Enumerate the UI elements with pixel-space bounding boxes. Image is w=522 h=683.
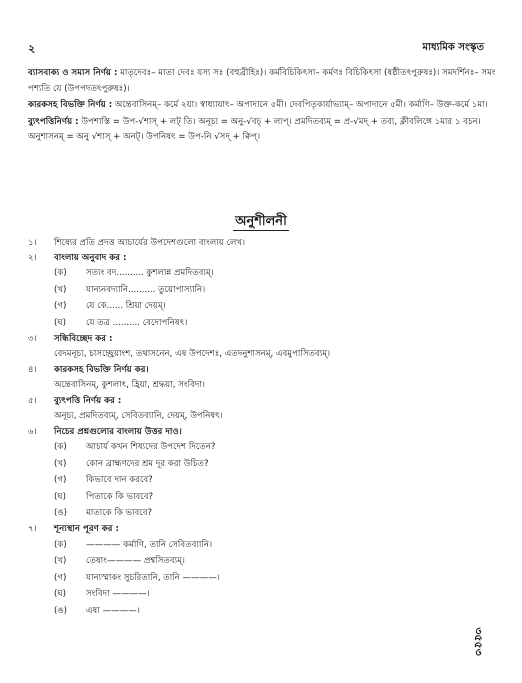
intro-paragraph — [28, 98, 496, 114]
sub-question-text: সংবিদা ————। — [86, 589, 150, 600]
sub-question-text: ———— কর্মাণি, তানি সেবিতব্যানি। — [86, 539, 213, 550]
sub-question — [28, 298, 496, 315]
sub-question — [28, 586, 496, 603]
question-row — [28, 235, 496, 250]
intro-text: উপশাস্তি = উপ-√শাস্ + লট্ তি। অনূচ্য = অনু-√বচ্ + ল্যপ্। প্রমদিতব্যম্ = প্র-√মদ্ + তব্য, ক্লীবলিঙ্গে ১মার ১ বচন। অনুশাসনম্ = অনু √শাস্ + অনট্। উপনিষৎ = উপ-নি √সদ্ + ক্বিপ্। — [28, 116, 481, 143]
section-title — [0, 212, 522, 233]
sub-question-label: (ঘ) — [54, 317, 67, 328]
sub-question-text: কিভাবে দান করবে? — [86, 475, 153, 486]
sub-question-label: (ঘ) — [54, 589, 67, 600]
sub-question — [28, 553, 496, 570]
question-number: ২। — [28, 252, 37, 263]
sub-question-label: (ঙ) — [54, 605, 68, 616]
question-list — [28, 235, 496, 619]
question-number: ৭। — [28, 524, 37, 534]
question-prompt: অন্তেবাসিনম্, কুশলাৎ, হ্রিয়া, শ্রদ্ধয়া, সংবিদা। — [54, 380, 205, 390]
sub-question-label: (খ) — [54, 284, 67, 295]
sub-question — [28, 282, 496, 299]
question-item — [28, 235, 496, 250]
intro-lead: ব্যাসবাক্য ও সমাস নির্ণয় : — [28, 68, 118, 78]
sub-question-text: তেষাং———— প্রশ্বসিতব্যম্। — [86, 556, 185, 567]
sub-question-text: যে তত্র .......... বেদোপনিষৎ। — [86, 317, 188, 328]
sub-question — [28, 489, 496, 506]
question-item — [28, 522, 496, 620]
question-row — [28, 362, 496, 377]
sub-question-label: (গ) — [54, 572, 67, 583]
intro-notes — [28, 66, 496, 147]
question-text: কারকসহ বিভক্তি নির্ণয় কর। — [54, 364, 149, 375]
header-book-title: মাধ্যমিক সংস্কৃত — [422, 42, 484, 53]
question-prompt: বেদমনূচ্য, চাসচ্ছ্রেয়াংশ, তথাসনেন, এষ উপদেশঃ, এতদনুশাসনম্, এবমুপাসিতব্যম্। — [54, 349, 331, 359]
sub-question — [28, 505, 496, 522]
sub-question-label: (ঙ) — [54, 508, 68, 519]
sub-question — [28, 265, 496, 282]
sub-question — [28, 570, 496, 587]
question-row — [28, 424, 496, 439]
sub-question-text: আচার্য কখন শিষ্যদের উপদেশ দিতেন? — [86, 442, 216, 453]
question-item — [28, 362, 496, 393]
sub-question-text: যে কে...... শ্রিয়া দেয়ম্। — [86, 301, 166, 312]
sub-question-text: কোন ব্রাহ্মণদের শ্রম দূর করা উচিত? — [86, 458, 209, 469]
question-text: সন্ধিবিচ্ছেদ কর : — [54, 333, 113, 344]
question-number: ৩। — [28, 333, 37, 344]
sub-question-label: (ক) — [54, 268, 67, 279]
sub-question — [28, 603, 496, 620]
question-number: ১। — [28, 237, 37, 248]
header-page-number: ২ — [28, 42, 36, 55]
intro-lead: কারকসহ বিভক্তি নির্ণয় : — [28, 100, 113, 111]
question-text: বাংলায় অনুবাদ কর : — [54, 252, 127, 263]
question-item — [28, 393, 496, 424]
question-row — [28, 393, 496, 408]
sub-question-text: পিতাকে কি ভাববে? — [86, 491, 154, 502]
question-prompt: অনূচ্য, প্রমদিতব্যম্, সেবিতব্যানি, দেয়ম্, উপনিষৎ। — [54, 411, 223, 421]
sub-question-text: সত্যং বদ.......... কুশলান্ন প্রমদিতব্যম্। — [86, 268, 214, 279]
sub-question-text: এষা ————। — [86, 605, 140, 616]
question-text: ব্যুৎপত্তি নির্ণয় কর : — [54, 395, 122, 406]
question-text: শিষ্যের প্রতি প্রদত্ত আচার্যের উপদেশগুলো বাংলায় লেখ। — [54, 237, 246, 248]
sub-question — [28, 472, 496, 489]
sub-question-label: (ক) — [54, 442, 67, 453]
intro-text: মাতৃদেবঃ– মাতা দেবঃ যস্য সঃ (বহুব্রীহিঃ)। কর্মবিচিকিৎসা– কর্মণঃ বিচিকিৎসা (ষষ্ঠীতৎপুরুষঃ)। সমদর্শিনঃ– সমং পশ্যতি যে (উপপদতৎপুরুষঃ)। — [28, 68, 496, 94]
sub-question-text: যান্যনবদ্যানি.......... তুয়োপাস্যানি। — [86, 284, 206, 295]
intro-paragraph — [28, 115, 496, 146]
sub-question-text: মাতাকে কি ভাববে? — [86, 508, 153, 519]
sub-question — [28, 537, 496, 554]
sub-question-label: (খ) — [54, 556, 67, 567]
page-number-mark: ৩৫৫৩ — [472, 627, 486, 656]
intro-paragraph — [28, 66, 496, 97]
question-row — [28, 522, 496, 537]
question-number: ৫। — [28, 395, 37, 406]
question-text: নিচের প্রশ্নগুলোর বাংলায় উত্তর দাও। — [54, 426, 182, 437]
section-title-text: অনুশীলনী — [235, 214, 287, 229]
sub-question-label: (ক) — [54, 539, 67, 550]
sub-question — [28, 456, 496, 473]
question-row — [28, 250, 496, 265]
question-item — [28, 331, 496, 362]
sub-question-label: (ঘ) — [54, 491, 67, 502]
intro-lead: ব্যুৎপত্তিনির্ণয় : — [28, 116, 79, 127]
question-text: শূন্যস্থান পূরণ কর : — [54, 524, 119, 534]
intro-text: অন্তেবাসিনম্– কর্মে ২য়া। স্বাধ্যায়াৎ– অপাদানে ৫মী। দেবপিতৃকার্যাভ্যাম্– অপাদানে ৫মী। কর্মাণি– উক্ত-কর্মে ১মা। — [112, 100, 488, 111]
question-number: ৬। — [28, 426, 37, 437]
sub-question-label: (গ) — [54, 475, 67, 486]
sub-question-text: যান্যস্মাকং সুচরিতানি, তানি ————। — [86, 572, 220, 583]
sub-question-label: (খ) — [54, 458, 67, 469]
sub-question — [28, 439, 496, 456]
sub-question-label: (গ) — [54, 301, 67, 312]
question-item — [28, 424, 496, 522]
question-number: ৪। — [28, 364, 37, 375]
sub-question — [28, 315, 496, 332]
question-item — [28, 250, 496, 331]
question-row — [28, 331, 496, 346]
